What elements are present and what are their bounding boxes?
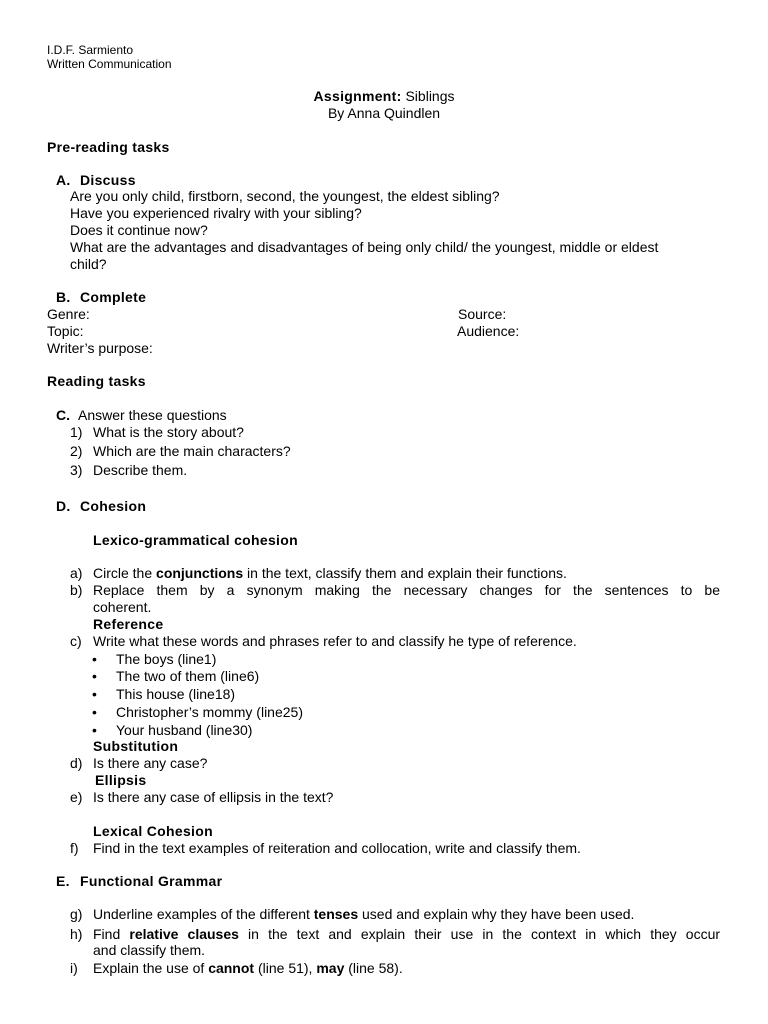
item-i-bold2: may	[316, 960, 345, 976]
section-c-heading: Answer these questions	[78, 407, 227, 423]
bullet-item: The boys (line1)	[116, 651, 217, 667]
pre-reading-heading: Pre-reading tasks	[47, 139, 170, 155]
item-letter: f)	[70, 840, 79, 856]
assignment-name: Siblings	[405, 88, 455, 104]
item-i-mid: (line 51),	[254, 960, 317, 976]
item-i-text	[93, 960, 403, 976]
item-i-bold1: cannot	[208, 960, 255, 976]
course-name: Written Communication	[47, 57, 172, 71]
question-number: 3)	[70, 462, 83, 478]
item-g-text	[93, 906, 634, 922]
purpose-label: Writer’s purpose:	[47, 340, 153, 356]
item-letter: e)	[70, 789, 83, 805]
source-label: Source:	[458, 306, 507, 322]
section-b-heading: Complete	[80, 289, 147, 305]
bullet-item: The two of them (line6)	[116, 668, 260, 684]
item-letter: i)	[70, 960, 78, 976]
item-h-pre: Find	[93, 926, 130, 942]
section-a-marker: A.	[56, 172, 71, 188]
item-b-line1: Replace them by a synonym making the necessary changes for the sentences to be	[93, 582, 720, 598]
lexico-heading: Lexico-grammatical cohesion	[93, 532, 298, 548]
item-letter: a)	[70, 565, 83, 581]
section-c-marker: C.	[56, 407, 70, 423]
audience-label: Audience:	[457, 323, 520, 339]
item-g-post: used and explain why they have been used.	[358, 906, 635, 922]
discuss-line: What are the advantages and disadvantages of being only child/ the youngest, middle or eldest	[70, 239, 659, 255]
genre-label: Genre:	[47, 306, 90, 322]
assignment-byline: By Anna Quindlen	[327, 105, 441, 121]
item-g-bold: tenses	[313, 906, 359, 922]
author-name: I.D.F. Sarmiento	[47, 43, 134, 57]
discuss-line: Are you only child, firstborn, second, the youngest, the eldest sibling?	[70, 188, 500, 204]
bullet-item: Christopher’s mommy (line25)	[116, 704, 303, 720]
ellipsis-heading: Ellipsis	[95, 772, 147, 788]
item-h-post: in the text and explain their use in the context in which they occur	[238, 926, 721, 942]
bullet-icon: •	[92, 704, 97, 720]
section-e-heading: Functional Grammar	[80, 873, 223, 889]
item-h-text	[93, 926, 720, 942]
question-text: Describe them.	[93, 462, 188, 478]
section-e-marker: E.	[56, 873, 70, 889]
section-d-heading: Cohesion	[80, 498, 147, 514]
reference-heading: Reference	[93, 616, 164, 632]
section-d-marker: D.	[56, 498, 71, 514]
assignment-title	[0, 88, 768, 104]
item-i-post: (line 58).	[344, 960, 403, 976]
bullet-icon: •	[92, 722, 97, 738]
item-c-text: Write what these words and phrases refer to and classify he type of reference.	[93, 633, 577, 649]
section-a-heading: Discuss	[80, 172, 136, 188]
item-a-text	[93, 565, 567, 581]
bullet-icon: •	[92, 651, 97, 667]
lexical-heading: Lexical Cohesion	[93, 823, 213, 839]
assignment-label: Assignment:	[313, 88, 402, 104]
substitution-heading: Substitution	[93, 738, 179, 754]
question-number: 1)	[70, 424, 83, 440]
item-letter: c)	[70, 633, 82, 649]
item-h-line2: and classify them.	[93, 942, 206, 958]
item-b-line2: coherent.	[93, 599, 152, 615]
item-a-pre: Circle the	[93, 565, 157, 581]
item-e-text: Is there any case of ellipsis in the text?	[93, 789, 334, 805]
bullet-icon: •	[92, 668, 97, 684]
item-d-text: Is there any case?	[93, 755, 208, 771]
bullet-item: This house (line18)	[116, 686, 236, 702]
item-h-bold: relative clauses	[129, 926, 239, 942]
item-letter: g)	[70, 906, 83, 922]
question-number: 2)	[70, 443, 83, 459]
section-b-marker: B.	[56, 289, 71, 305]
item-f-text: Find in the text examples of reiteration and collocation, write and classify them.	[93, 840, 581, 856]
item-a-bold: conjunctions	[156, 565, 244, 581]
question-text: Which are the main characters?	[93, 443, 291, 459]
bullet-icon: •	[92, 686, 97, 702]
topic-label: Topic:	[47, 323, 84, 339]
item-letter: h)	[70, 926, 83, 942]
reading-heading: Reading tasks	[47, 373, 146, 389]
discuss-line: Does it continue now?	[70, 222, 208, 238]
discuss-line: child?	[70, 256, 107, 272]
item-a-post: in the text, classify them and explain their functions.	[243, 565, 567, 581]
bullet-item: Your husband (line30)	[116, 722, 253, 738]
item-letter: d)	[70, 755, 83, 771]
item-g-pre: Underline examples of the different	[93, 906, 314, 922]
discuss-line: Have you experienced rivalry with your sibling?	[70, 205, 362, 221]
question-text: What is the story about?	[93, 424, 244, 440]
item-letter: b)	[70, 582, 83, 598]
item-i-pre: Explain the use of	[93, 960, 209, 976]
